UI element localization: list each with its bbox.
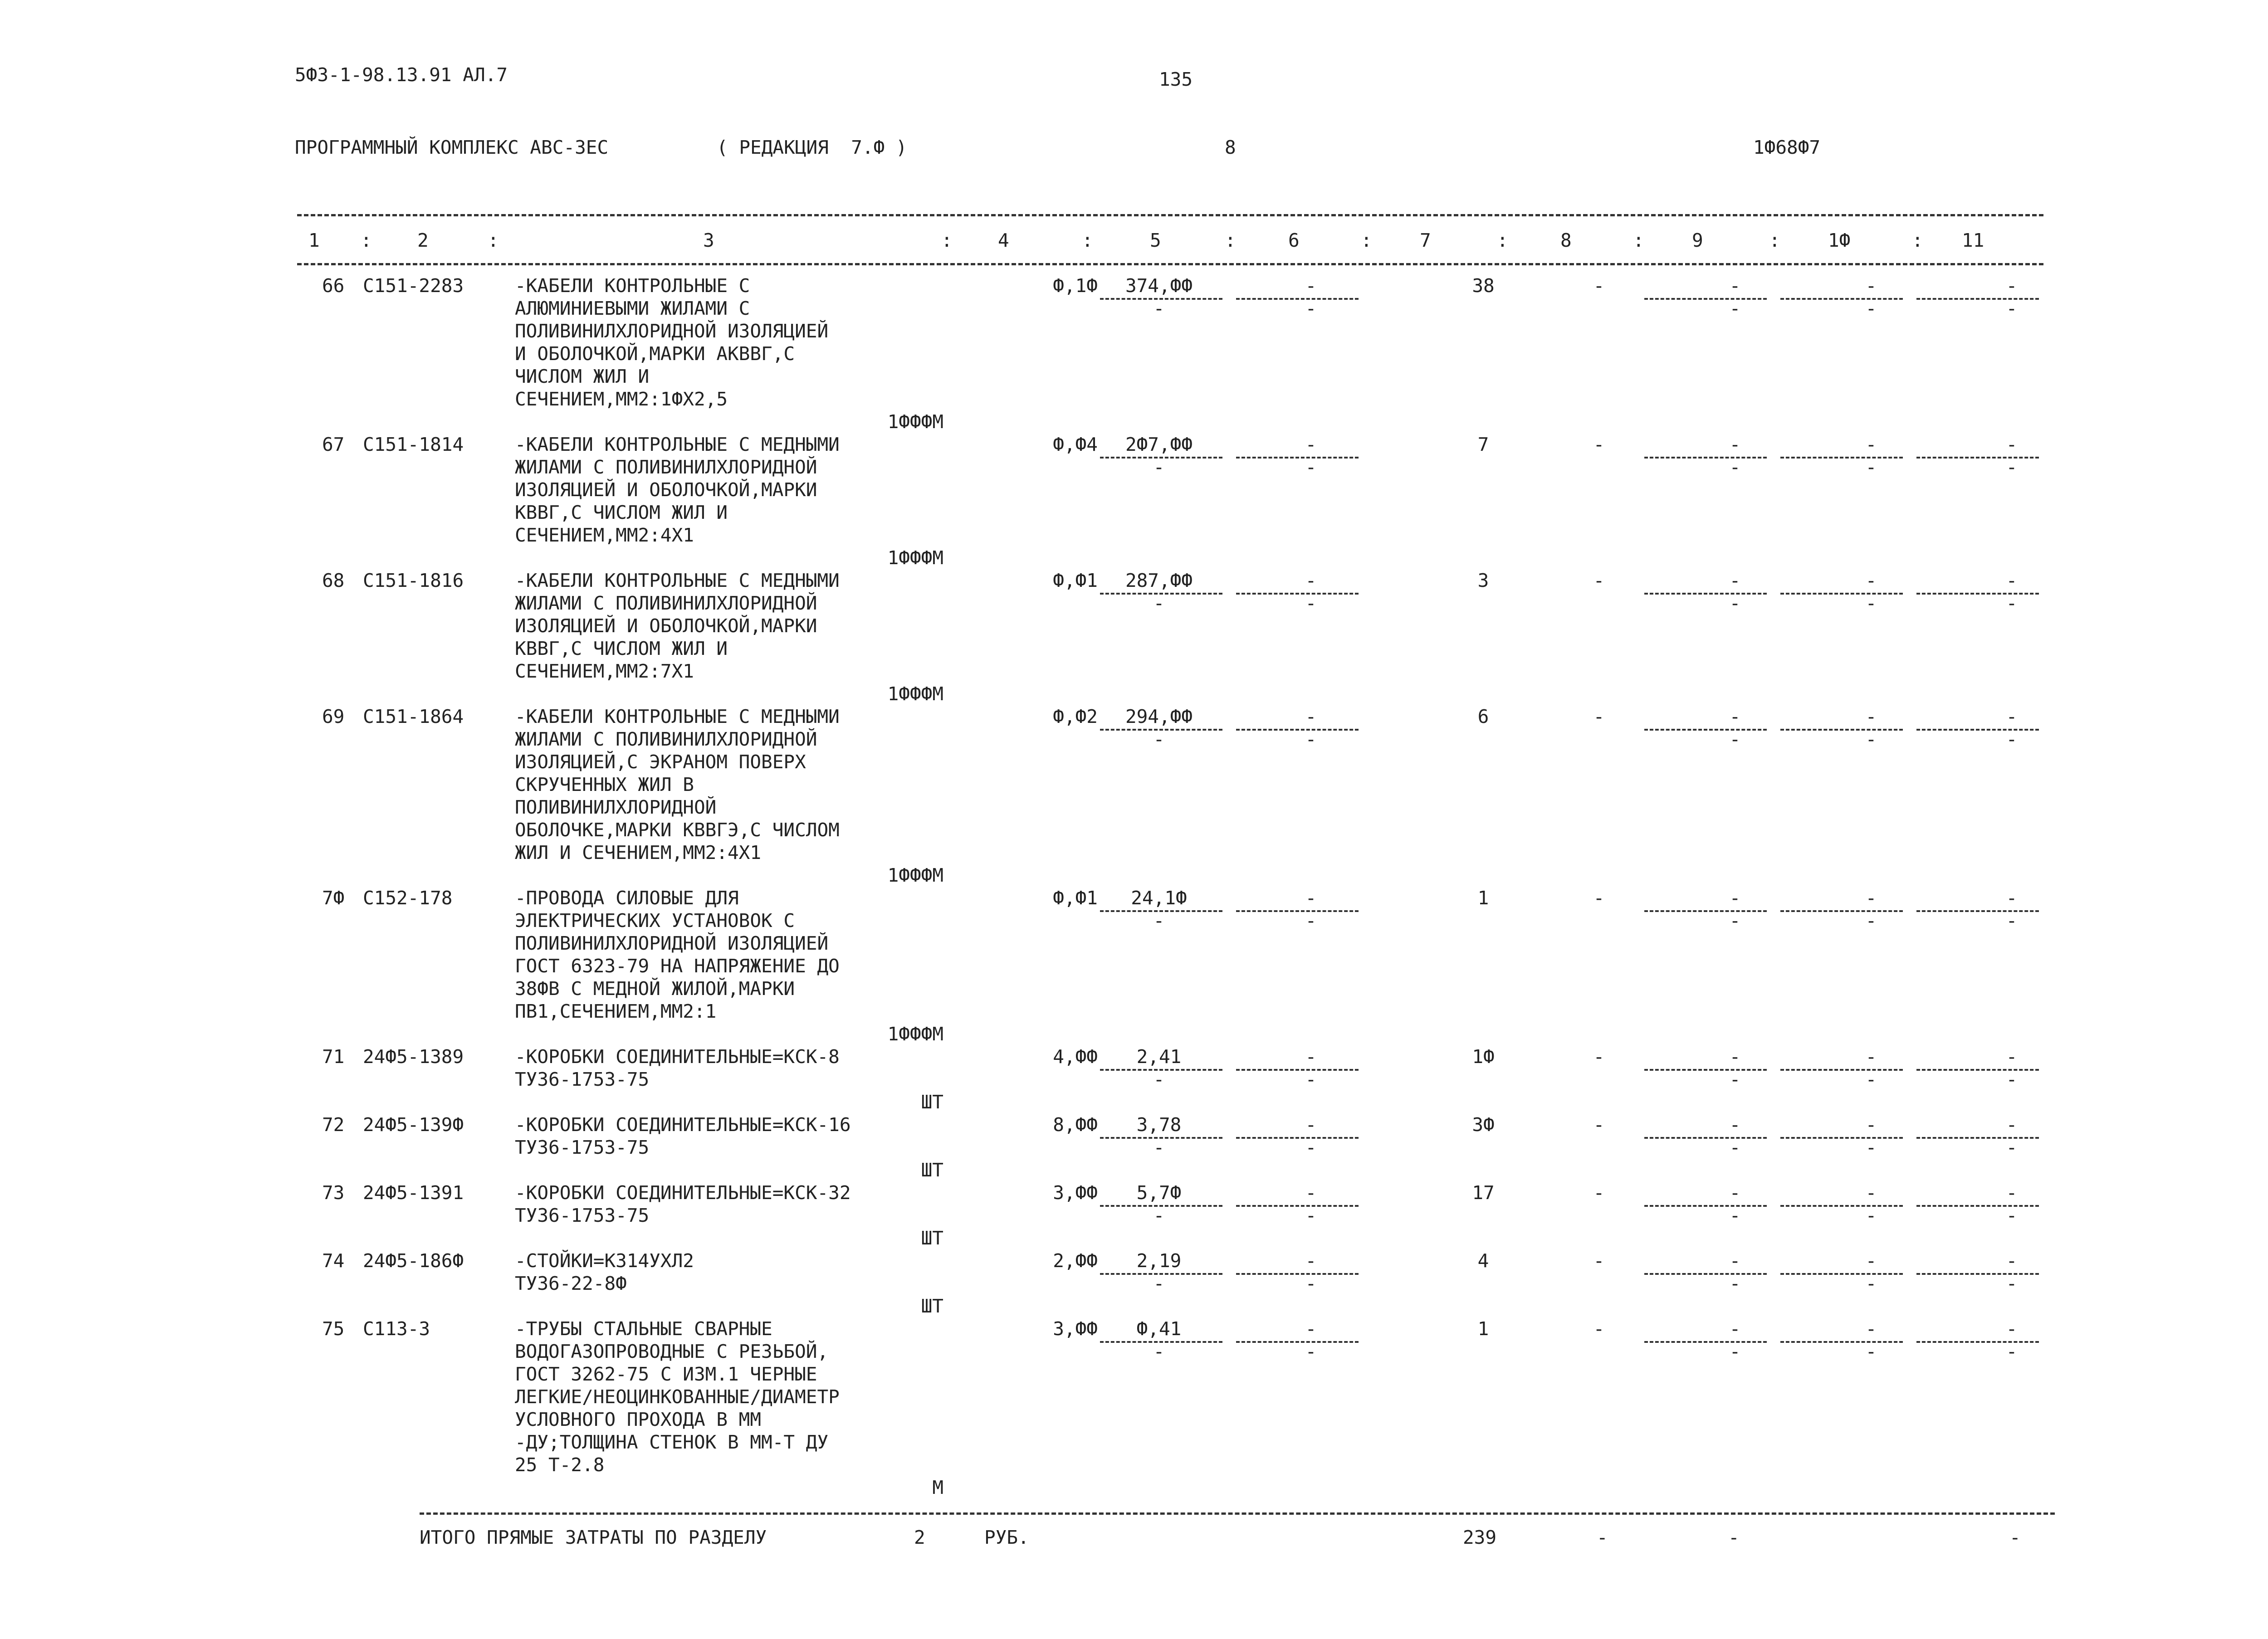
row-col9-second: -: [1729, 728, 1741, 750]
column-separator: :: [1633, 229, 1644, 251]
row-col10-second: -: [1865, 910, 1877, 932]
row-col6-second: -: [1305, 1137, 1317, 1158]
row-col8: -: [1593, 1318, 1605, 1340]
row-col10: -: [1865, 1046, 1877, 1068]
row-col10: -: [1865, 887, 1877, 909]
row-col5: Ф,41: [1136, 1318, 1182, 1340]
row-col6-second: -: [1305, 910, 1317, 932]
row-col6-second: -: [1305, 728, 1317, 750]
row-col11: -: [2006, 1250, 2018, 1272]
column-header-10: 1Ф: [1828, 229, 1851, 251]
row-col11-second: -: [2006, 1068, 2018, 1090]
row-col5-second: -: [1153, 1205, 1165, 1226]
row-col6: -: [1305, 1114, 1317, 1136]
column-header-11: 11: [1962, 229, 1984, 251]
column-header-5: 5: [1150, 229, 1161, 251]
row-description-line: ПОЛИВИНИЛХЛОРИДНОЙ: [515, 796, 717, 818]
row-code: С151-1864: [363, 706, 464, 727]
row-col5: 24,1Ф: [1131, 887, 1187, 909]
column-header-1: 1: [308, 229, 320, 251]
row-col5-second: -: [1153, 1273, 1165, 1294]
row-col8: -: [1593, 275, 1605, 297]
row-col9: -: [1729, 1250, 1741, 1272]
row-description-line: ТУ36-1753-75: [515, 1205, 650, 1226]
row-col7: 3: [1477, 570, 1489, 591]
row-col9-second: -: [1729, 1273, 1741, 1294]
row-description-line: -КАБЕЛИ КОНТРОЛЬНЫЕ С МЕДНЫМИ: [515, 706, 840, 727]
column-header-2: 2: [417, 229, 429, 251]
row-col4: Ф,Ф2: [1053, 706, 1098, 727]
row-col9: -: [1729, 434, 1741, 455]
row-col8: -: [1593, 1046, 1605, 1068]
row-col10: -: [1865, 1182, 1877, 1204]
column-separator: :: [1225, 229, 1236, 251]
totals-currency: РУБ.: [984, 1527, 1029, 1548]
row-col11: -: [2006, 706, 2018, 727]
row-col10-second: -: [1865, 456, 1877, 478]
row-col9: -: [1729, 706, 1741, 727]
row-col8: -: [1593, 570, 1605, 591]
document-id: 1Ф68Ф7: [1753, 137, 1821, 158]
row-col11-second: -: [2006, 910, 2018, 932]
row-unit: 1ФФФМ: [887, 411, 943, 433]
row-col8: -: [1593, 887, 1605, 909]
totals-col9: -: [1728, 1527, 1740, 1548]
row-col7: 6: [1477, 706, 1489, 727]
totals-col11: -: [2009, 1527, 2021, 1548]
row-col9: -: [1729, 275, 1741, 297]
totals-rule: [420, 1512, 2055, 1515]
row-number: 66: [322, 275, 345, 297]
column-header-6: 6: [1288, 229, 1300, 251]
row-description-line: СЕЧЕНИЕМ,ММ2:4Х1: [515, 524, 694, 546]
row-col10-second: -: [1865, 1137, 1877, 1158]
row-col5: 374,ФФ: [1125, 275, 1193, 297]
row-description-line: -КОРОБКИ СОЕДИНИТЕЛЬНЫЕ=КСК-8: [515, 1046, 840, 1068]
row-col10: -: [1865, 1318, 1877, 1340]
row-col6: -: [1305, 1182, 1317, 1204]
column-separator: :: [1769, 229, 1780, 251]
row-description-line: ОБОЛОЧКЕ,МАРКИ КВВГЭ,С ЧИСЛОМ: [515, 819, 840, 841]
row-unit: ШТ: [921, 1091, 943, 1113]
column-header-9: 9: [1692, 229, 1703, 251]
row-col8: -: [1593, 1114, 1605, 1136]
row-description-line: 25 Т-2.8: [515, 1454, 605, 1476]
row-col7: 17: [1472, 1182, 1495, 1204]
row-col11-second: -: [2006, 592, 2018, 614]
row-col4: 2,ФФ: [1053, 1250, 1098, 1272]
row-col5-second: -: [1153, 298, 1165, 319]
row-col6: -: [1305, 1046, 1317, 1068]
row-col6-second: -: [1305, 1341, 1317, 1362]
row-description-line: ГОСТ 6323-79 НА НАПРЯЖЕНИЕ ДО: [515, 955, 840, 977]
row-description-line: -КАБЕЛИ КОНТРОЛЬНЫЕ С МЕДНЫМИ: [515, 570, 840, 591]
row-col11: -: [2006, 1046, 2018, 1068]
row-number: 73: [322, 1182, 345, 1204]
row-col10: -: [1865, 434, 1877, 455]
row-description-line: КВВГ,С ЧИСЛОМ ЖИЛ И: [515, 638, 728, 659]
row-col9: -: [1729, 1114, 1741, 1136]
row-col10: -: [1865, 570, 1877, 591]
row-col7: 7: [1477, 434, 1489, 455]
row-col10-second: -: [1865, 1341, 1877, 1362]
totals-col8: -: [1597, 1527, 1608, 1548]
row-unit: М: [932, 1477, 943, 1498]
row-code: 24Ф5-139Ф: [363, 1114, 464, 1136]
row-description-line: ВОДОГАЗОПРОВОДНЫЕ С РЕЗЬБОЙ,: [515, 1341, 829, 1362]
column-separator: :: [488, 229, 499, 251]
row-description-line: ИЗОЛЯЦИЕЙ И ОБОЛОЧКОЙ,МАРКИ: [515, 615, 817, 637]
row-col6: -: [1305, 1250, 1317, 1272]
column-header-7: 7: [1420, 229, 1431, 251]
row-col7: 1Ф: [1472, 1046, 1495, 1068]
row-col9: -: [1729, 1046, 1741, 1068]
row-col5-second: -: [1153, 910, 1165, 932]
row-col7: 4: [1477, 1250, 1489, 1272]
row-col8: -: [1593, 706, 1605, 727]
doc-code: 5Ф3-1-98.13.91 АЛ.7: [295, 64, 508, 86]
row-col11: -: [2006, 1318, 2018, 1340]
row-description-line: ЖИЛАМИ С ПОЛИВИНИЛХЛОРИДНОЙ: [515, 728, 817, 750]
section-number: 8: [1225, 137, 1236, 158]
row-description-line: ЧИСЛОМ ЖИЛ И: [515, 366, 650, 387]
column-separator: :: [1497, 229, 1508, 251]
column-separator: :: [941, 229, 953, 251]
row-col5-second: -: [1153, 592, 1165, 614]
row-description-line: ЛЕГКИЕ/НЕОЦИНКОВАННЫЕ/ДИАМЕТР: [515, 1386, 840, 1408]
row-description-line: -СТОЙКИ=К314УХЛ2: [515, 1250, 694, 1272]
column-separator: :: [1082, 229, 1093, 251]
row-col4: Ф,Ф1: [1053, 887, 1098, 909]
row-description-line: СЕЧЕНИЕМ,ММ2:7Х1: [515, 660, 694, 682]
row-col11: -: [2006, 434, 2018, 455]
row-description-line: ПОЛИВИНИЛХЛОРИДНОЙ ИЗОЛЯЦИЕЙ: [515, 932, 829, 954]
row-col6: -: [1305, 434, 1317, 455]
column-header-4: 4: [998, 229, 1009, 251]
column-separator: :: [361, 229, 372, 251]
row-number: 75: [322, 1318, 345, 1340]
row-col5: 3,78: [1136, 1114, 1182, 1136]
row-number: 67: [322, 434, 345, 455]
row-col9-second: -: [1729, 1137, 1741, 1158]
row-col5: 5,7Ф: [1136, 1182, 1182, 1204]
row-col11-second: -: [2006, 728, 2018, 750]
row-description-line: ГОСТ 3262-75 С ИЗМ.1 ЧЕРНЫЕ: [515, 1363, 817, 1385]
row-col4: Ф,Ф4: [1053, 434, 1098, 455]
row-number: 72: [322, 1114, 345, 1136]
row-col10-second: -: [1865, 298, 1877, 319]
row-description-line: УСЛОВНОГО ПРОХОДА В ММ: [515, 1409, 762, 1430]
row-col11-second: -: [2006, 298, 2018, 319]
row-col6: -: [1305, 1318, 1317, 1340]
row-col8: -: [1593, 1182, 1605, 1204]
row-description-line: ЖИЛ И СЕЧЕНИЕМ,ММ2:4Х1: [515, 842, 762, 863]
row-col7: 3Ф: [1472, 1114, 1495, 1136]
row-unit: ШТ: [921, 1227, 943, 1249]
row-col7: 1: [1477, 1318, 1489, 1340]
row-col5: 2,19: [1136, 1250, 1182, 1272]
row-col9-second: -: [1729, 1341, 1741, 1362]
row-col5: 287,ФФ: [1125, 570, 1193, 591]
row-col10-second: -: [1865, 1273, 1877, 1294]
row-col4: 4,ФФ: [1053, 1046, 1098, 1068]
row-col7: 38: [1472, 275, 1495, 297]
row-col9-second: -: [1729, 1205, 1741, 1226]
column-header-3: 3: [703, 229, 714, 251]
row-col11-second: -: [2006, 1205, 2018, 1226]
row-description-line: -КОРОБКИ СОЕДИНИТЕЛЬНЫЕ=КСК-32: [515, 1182, 851, 1204]
row-col10: -: [1865, 275, 1877, 297]
row-description-line: -КОРОБКИ СОЕДИНИТЕЛЬНЫЕ=КСК-16: [515, 1114, 851, 1136]
column-separator: :: [1361, 229, 1372, 251]
row-number: 69: [322, 706, 345, 727]
row-number: 7Ф: [322, 887, 345, 909]
row-code: 24Ф5-1389: [363, 1046, 464, 1068]
row-unit: 1ФФФМ: [887, 547, 943, 569]
program-name: ПРОГРАММНЫЙ КОМПЛЕКС АВС-3ЕС: [295, 137, 609, 158]
row-unit: ШТ: [921, 1295, 943, 1317]
row-col9: -: [1729, 1318, 1741, 1340]
row-col10: -: [1865, 1250, 1877, 1272]
row-description-line: ТУ36-1753-75: [515, 1137, 650, 1158]
row-col8: -: [1593, 434, 1605, 455]
row-description-line: ЖИЛАМИ С ПОЛИВИНИЛХЛОРИДНОЙ: [515, 592, 817, 614]
row-col4: Ф,1Ф: [1053, 275, 1098, 297]
row-col6-second: -: [1305, 592, 1317, 614]
row-code: С151-2283: [363, 275, 464, 297]
page-number: 135: [1159, 68, 1193, 90]
totals-section: 2: [914, 1527, 925, 1548]
row-col5-second: -: [1153, 728, 1165, 750]
row-col9: -: [1729, 570, 1741, 591]
row-col9-second: -: [1729, 1068, 1741, 1090]
row-col6: -: [1305, 887, 1317, 909]
row-code: С113-3: [363, 1318, 430, 1340]
row-number: 74: [322, 1250, 345, 1272]
totals-col7: 239: [1463, 1527, 1497, 1548]
row-col5: 2,41: [1136, 1046, 1182, 1068]
row-col10: -: [1865, 1114, 1877, 1136]
row-code: С151-1816: [363, 570, 464, 591]
row-col4: 3,ФФ: [1053, 1318, 1098, 1340]
table-top-rule: [297, 214, 2043, 216]
row-col5-second: -: [1153, 1068, 1165, 1090]
row-col4: 3,ФФ: [1053, 1182, 1098, 1204]
row-col11-second: -: [2006, 456, 2018, 478]
row-code: С152-178: [363, 887, 453, 909]
row-description-line: ТУ36-1753-75: [515, 1068, 650, 1090]
row-col11-second: -: [2006, 1273, 2018, 1294]
row-description-line: СКРУЧЕННЫХ ЖИЛ В: [515, 774, 694, 795]
row-col11: -: [2006, 887, 2018, 909]
row-col9-second: -: [1729, 910, 1741, 932]
row-description-line: СЕЧЕНИЕМ,ММ2:1ФХ2,5: [515, 388, 728, 410]
row-description-line: -ПРОВОДА СИЛОВЫЕ ДЛЯ: [515, 887, 739, 909]
row-description-line: И ОБОЛОЧКОЙ,МАРКИ АКВВГ,С: [515, 343, 795, 365]
row-col6-second: -: [1305, 298, 1317, 319]
row-col9-second: -: [1729, 298, 1741, 319]
row-description-line: -КАБЕЛИ КОНТРОЛЬНЫЕ С МЕДНЫМИ: [515, 434, 840, 455]
row-description-line: ЭЛЕКТРИЧЕСКИХ УСТАНОВОК С: [515, 910, 795, 932]
row-col4: 8,ФФ: [1053, 1114, 1098, 1136]
totals-label: ИТОГО ПРЯМЫЕ ЗАТРАТЫ ПО РАЗДЕЛУ: [420, 1527, 767, 1548]
row-col6: -: [1305, 275, 1317, 297]
row-col11: -: [2006, 570, 2018, 591]
row-col11: -: [2006, 1114, 2018, 1136]
row-unit: 1ФФФМ: [887, 864, 943, 886]
row-col5-second: -: [1153, 1137, 1165, 1158]
row-description-line: -ТРУБЫ СТАЛЬНЫЕ СВАРНЫЕ: [515, 1318, 772, 1340]
row-col6-second: -: [1305, 1205, 1317, 1226]
row-description-line: ТУ36-22-8Ф: [515, 1273, 627, 1294]
row-description-line: ИЗОЛЯЦИЕЙ И ОБОЛОЧКОЙ,МАРКИ: [515, 479, 817, 501]
row-col10-second: -: [1865, 1068, 1877, 1090]
row-col6-second: -: [1305, 1273, 1317, 1294]
row-col8: -: [1593, 1250, 1605, 1272]
edition: ( РЕДАКЦИЯ 7.Ф ): [717, 137, 907, 158]
row-number: 71: [322, 1046, 345, 1068]
row-col10: -: [1865, 706, 1877, 727]
row-col5-second: -: [1153, 456, 1165, 478]
row-col10-second: -: [1865, 592, 1877, 614]
row-col4: Ф,Ф1: [1053, 570, 1098, 591]
row-col9-second: -: [1729, 456, 1741, 478]
row-col6-second: -: [1305, 456, 1317, 478]
row-col9: -: [1729, 887, 1741, 909]
row-col11: -: [2006, 1182, 2018, 1204]
row-description-line: КВВГ,С ЧИСЛОМ ЖИЛ И: [515, 502, 728, 523]
row-col7: 1: [1477, 887, 1489, 909]
row-col10-second: -: [1865, 728, 1877, 750]
row-description-line: -ДУ;ТОЛЩИНА СТЕНОК В ММ-Т ДУ: [515, 1431, 829, 1453]
row-col10-second: -: [1865, 1205, 1877, 1226]
row-description-line: ИЗОЛЯЦИЕЙ,С ЭКРАНОМ ПОВЕРХ: [515, 751, 806, 773]
row-col6: -: [1305, 570, 1317, 591]
row-col5: 294,ФФ: [1125, 706, 1193, 727]
row-col9: -: [1729, 1182, 1741, 1204]
row-description-line: АЛЮМИНИЕВЫМИ ЖИЛАМИ С: [515, 298, 750, 319]
row-unit: 1ФФФМ: [887, 1023, 943, 1045]
row-unit: ШТ: [921, 1159, 943, 1181]
row-unit: 1ФФФМ: [887, 683, 943, 705]
row-col6-second: -: [1305, 1068, 1317, 1090]
row-code: 24Ф5-186Ф: [363, 1250, 464, 1272]
row-code: 24Ф5-1391: [363, 1182, 464, 1204]
row-col11: -: [2006, 275, 2018, 297]
row-col5: 2Ф7,ФФ: [1125, 434, 1193, 455]
row-description-line: -КАБЕЛИ КОНТРОЛЬНЫЕ С: [515, 275, 750, 297]
row-description-line: 38ФВ С МЕДНОЙ ЖИЛОЙ,МАРКИ: [515, 978, 795, 1000]
row-number: 68: [322, 570, 345, 591]
row-description-line: ЖИЛАМИ С ПОЛИВИНИЛХЛОРИДНОЙ: [515, 456, 817, 478]
table-header-rule: [297, 263, 2043, 265]
row-col11-second: -: [2006, 1341, 2018, 1362]
column-header-8: 8: [1560, 229, 1572, 251]
row-col9-second: -: [1729, 592, 1741, 614]
row-description-line: ПВ1,СЕЧЕНИЕМ,ММ2:1: [515, 1000, 717, 1022]
row-col6: -: [1305, 706, 1317, 727]
row-description-line: ПОЛИВИНИЛХЛОРИДНОЙ ИЗОЛЯЦИЕЙ: [515, 320, 829, 342]
column-separator: :: [1912, 229, 1923, 251]
row-code: С151-1814: [363, 434, 464, 455]
row-col5-second: -: [1153, 1341, 1165, 1362]
row-col11-second: -: [2006, 1137, 2018, 1158]
